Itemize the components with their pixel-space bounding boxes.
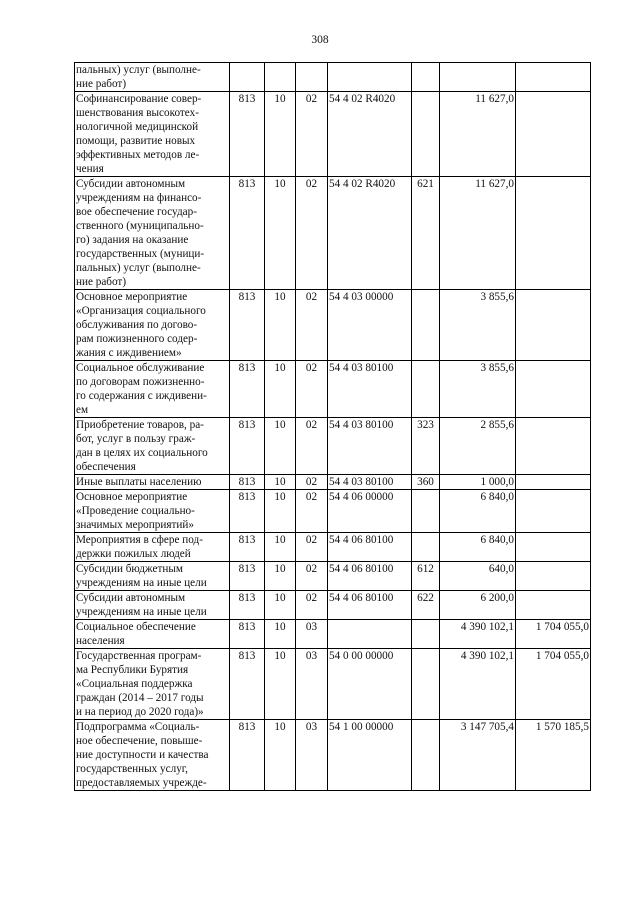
table-row (75, 92, 591, 177)
row-name-text: Основное мероприятие «Проведение социально- значимых мероприятий» (76, 491, 195, 531)
ministry-code-cell: 813 (230, 720, 265, 791)
expense-type-cell: 621 (412, 177, 440, 290)
row-name-text: Подпрограмма «Социаль- ное обеспечение, повыше- ние доступности и качества государственных услуг, предоставляемых учрежде- (76, 721, 209, 789)
section-code-cell: 10 (265, 490, 296, 533)
sum-second-cell: 1 570 185,5 (516, 720, 591, 791)
subsection-code-cell: 03 (296, 649, 328, 720)
row-name-cell (75, 490, 230, 533)
row-name-cell (75, 562, 230, 591)
expense-type-cell: 323 (412, 418, 440, 475)
subsection-code-cell: 03 (296, 720, 328, 791)
subsection-code-cell: 03 (296, 620, 328, 649)
table-row (75, 63, 591, 92)
sum-second-cell (516, 418, 591, 475)
sum-first-cell: 6 200,0 (440, 591, 516, 620)
row-name-text: Иные выплаты населению (76, 476, 202, 488)
ministry-code-cell: 813 (230, 591, 265, 620)
subsection-code-cell: 02 (296, 562, 328, 591)
sum-second-cell: 1 704 055,0 (516, 649, 591, 720)
section-code-cell: 10 (265, 562, 296, 591)
target-article-cell: 54 4 03 00000 (328, 290, 412, 361)
subsection-code-cell: 02 (296, 591, 328, 620)
row-name-cell (75, 533, 230, 562)
sum-second-cell: 1 704 055,0 (516, 620, 591, 649)
target-article-cell: 54 4 06 80100 (328, 562, 412, 591)
table-row (75, 620, 591, 649)
table-row (75, 490, 591, 533)
table-row (75, 591, 591, 620)
section-code-cell: 10 (265, 361, 296, 418)
target-article-cell: 54 1 00 00000 (328, 720, 412, 791)
sum-first-cell: 1 000,0 (440, 475, 516, 490)
sum-second-cell (516, 490, 591, 533)
section-code-cell: 10 (265, 591, 296, 620)
table-row (75, 649, 591, 720)
section-code-cell: 10 (265, 649, 296, 720)
sum-second-cell (516, 361, 591, 418)
sum-first-cell: 3 855,6 (440, 290, 516, 361)
subsection-code-cell: 02 (296, 490, 328, 533)
section-code-cell: 10 (265, 290, 296, 361)
ministry-code-cell: 813 (230, 533, 265, 562)
subsection-code-cell (296, 63, 328, 92)
row-name-text: Основное мероприятие «Организация социального обслуживания по догово- рам пожизненного содер- жания с иждивением» (76, 291, 206, 359)
expense-type-cell (412, 490, 440, 533)
section-code-cell: 10 (265, 177, 296, 290)
sum-second-cell (516, 591, 591, 620)
target-article-cell: 54 4 02 R4020 (328, 177, 412, 290)
table-row (75, 361, 591, 418)
table-row (75, 418, 591, 475)
subsection-code-cell: 02 (296, 290, 328, 361)
sum-second-cell (516, 475, 591, 490)
sum-second-cell (516, 92, 591, 177)
row-name-text: Приобретение товаров, ра- бот, услуг в пользу граж- дан в целях их социального обеспечения (76, 419, 208, 473)
row-name-text: Мероприятия в сфере под- держки пожилых людей (76, 534, 203, 560)
page-number: 308 (311, 34, 329, 46)
expense-type-cell (412, 361, 440, 418)
expense-type-cell (412, 63, 440, 92)
row-name-cell (75, 475, 230, 490)
row-name-cell (75, 418, 230, 475)
table-row (75, 533, 591, 562)
row-name-cell (75, 361, 230, 418)
row-name-text: Социальное обслуживание по договорам пожизненно- го содержания с иждивени- ем (76, 362, 207, 416)
subsection-code-cell: 02 (296, 361, 328, 418)
row-name-text: Субсидии бюджетным учреждениям на иные цели (76, 563, 207, 589)
row-name-cell (75, 620, 230, 649)
expense-type-cell: 622 (412, 591, 440, 620)
sum-first-cell: 2 855,6 (440, 418, 516, 475)
budget-table (74, 62, 591, 791)
expense-type-cell (412, 290, 440, 361)
table-row (75, 177, 591, 290)
subsection-code-cell: 02 (296, 418, 328, 475)
target-article-cell (328, 63, 412, 92)
section-code-cell: 10 (265, 720, 296, 791)
section-code-cell: 10 (265, 92, 296, 177)
subsection-code-cell: 02 (296, 475, 328, 490)
ministry-code-cell: 813 (230, 92, 265, 177)
target-article-cell: 54 4 06 80100 (328, 533, 412, 562)
budget-table-body (75, 63, 591, 791)
ministry-code-cell: 813 (230, 177, 265, 290)
row-name-cell (75, 591, 230, 620)
target-article-cell: 54 4 06 80100 (328, 591, 412, 620)
table-row (75, 562, 591, 591)
row-name-cell (75, 63, 230, 92)
section-code-cell: 10 (265, 620, 296, 649)
row-name-cell (75, 92, 230, 177)
section-code-cell: 10 (265, 475, 296, 490)
expense-type-cell (412, 92, 440, 177)
row-name-text: Социальное обеспечение населения (76, 621, 196, 647)
sum-first-cell: 4 390 102,1 (440, 649, 516, 720)
table-row (75, 720, 591, 791)
expense-type-cell: 360 (412, 475, 440, 490)
expense-type-cell (412, 620, 440, 649)
target-article-cell (328, 620, 412, 649)
expense-type-cell (412, 720, 440, 791)
table-row (75, 290, 591, 361)
row-name-text: Государственная програм- ма Республики Бурятия «Социальная поддержка граждан (2014 – 2017 годы и на период до 2020 года)» (76, 650, 204, 718)
expense-type-cell (412, 649, 440, 720)
row-name-text: Субсидии автономным учреждениям на финансо- вое обеспечение государ- ственного (муниципально- го) задания на оказание государственных (муници- пальных) услуг (выполне- ние работ) (76, 178, 205, 288)
subsection-code-cell: 02 (296, 533, 328, 562)
ministry-code-cell: 813 (230, 418, 265, 475)
sum-first-cell: 6 840,0 (440, 490, 516, 533)
target-article-cell: 54 4 03 80100 (328, 418, 412, 475)
subsection-code-cell: 02 (296, 177, 328, 290)
ministry-code-cell: 813 (230, 361, 265, 418)
ministry-code-cell: 813 (230, 562, 265, 591)
section-code-cell: 10 (265, 418, 296, 475)
row-name-cell (75, 177, 230, 290)
sum-first-cell: 4 390 102,1 (440, 620, 516, 649)
sum-second-cell (516, 562, 591, 591)
expense-type-cell: 612 (412, 562, 440, 591)
row-name-text: Софинансирование совер- шенствования высокотех- нологичной медицинской помощи, развитие новых эффективных методов ле- чения (76, 93, 202, 175)
target-article-cell: 54 4 06 00000 (328, 490, 412, 533)
sum-first-cell: 3 147 705,4 (440, 720, 516, 791)
expense-type-cell (412, 533, 440, 562)
ministry-code-cell: 813 (230, 290, 265, 361)
sum-first-cell: 640,0 (440, 562, 516, 591)
target-article-cell: 54 4 02 R4020 (328, 92, 412, 177)
sum-second-cell (516, 63, 591, 92)
target-article-cell: 54 0 00 00000 (328, 649, 412, 720)
sum-first-cell: 6 840,0 (440, 533, 516, 562)
ministry-code-cell (230, 63, 265, 92)
subsection-code-cell: 02 (296, 92, 328, 177)
sum-first-cell: 3 855,6 (440, 361, 516, 418)
sum-second-cell (516, 290, 591, 361)
target-article-cell: 54 4 03 80100 (328, 361, 412, 418)
ministry-code-cell: 813 (230, 475, 265, 490)
section-code-cell (265, 63, 296, 92)
ministry-code-cell: 813 (230, 620, 265, 649)
sum-second-cell (516, 177, 591, 290)
row-name-text: Субсидии автономным учреждениям на иные цели (76, 592, 207, 618)
ministry-code-cell: 813 (230, 649, 265, 720)
sum-first-cell: 11 627,0 (440, 92, 516, 177)
row-name-cell (75, 720, 230, 791)
sum-first-cell: 11 627,0 (440, 177, 516, 290)
section-code-cell: 10 (265, 533, 296, 562)
target-article-cell: 54 4 03 80100 (328, 475, 412, 490)
sum-second-cell (516, 533, 591, 562)
table-row (75, 475, 591, 490)
row-name-cell (75, 290, 230, 361)
row-name-text: пальных) услуг (выполне- ние работ) (76, 64, 201, 90)
sum-first-cell (440, 63, 516, 92)
row-name-cell (75, 649, 230, 720)
ministry-code-cell: 813 (230, 490, 265, 533)
